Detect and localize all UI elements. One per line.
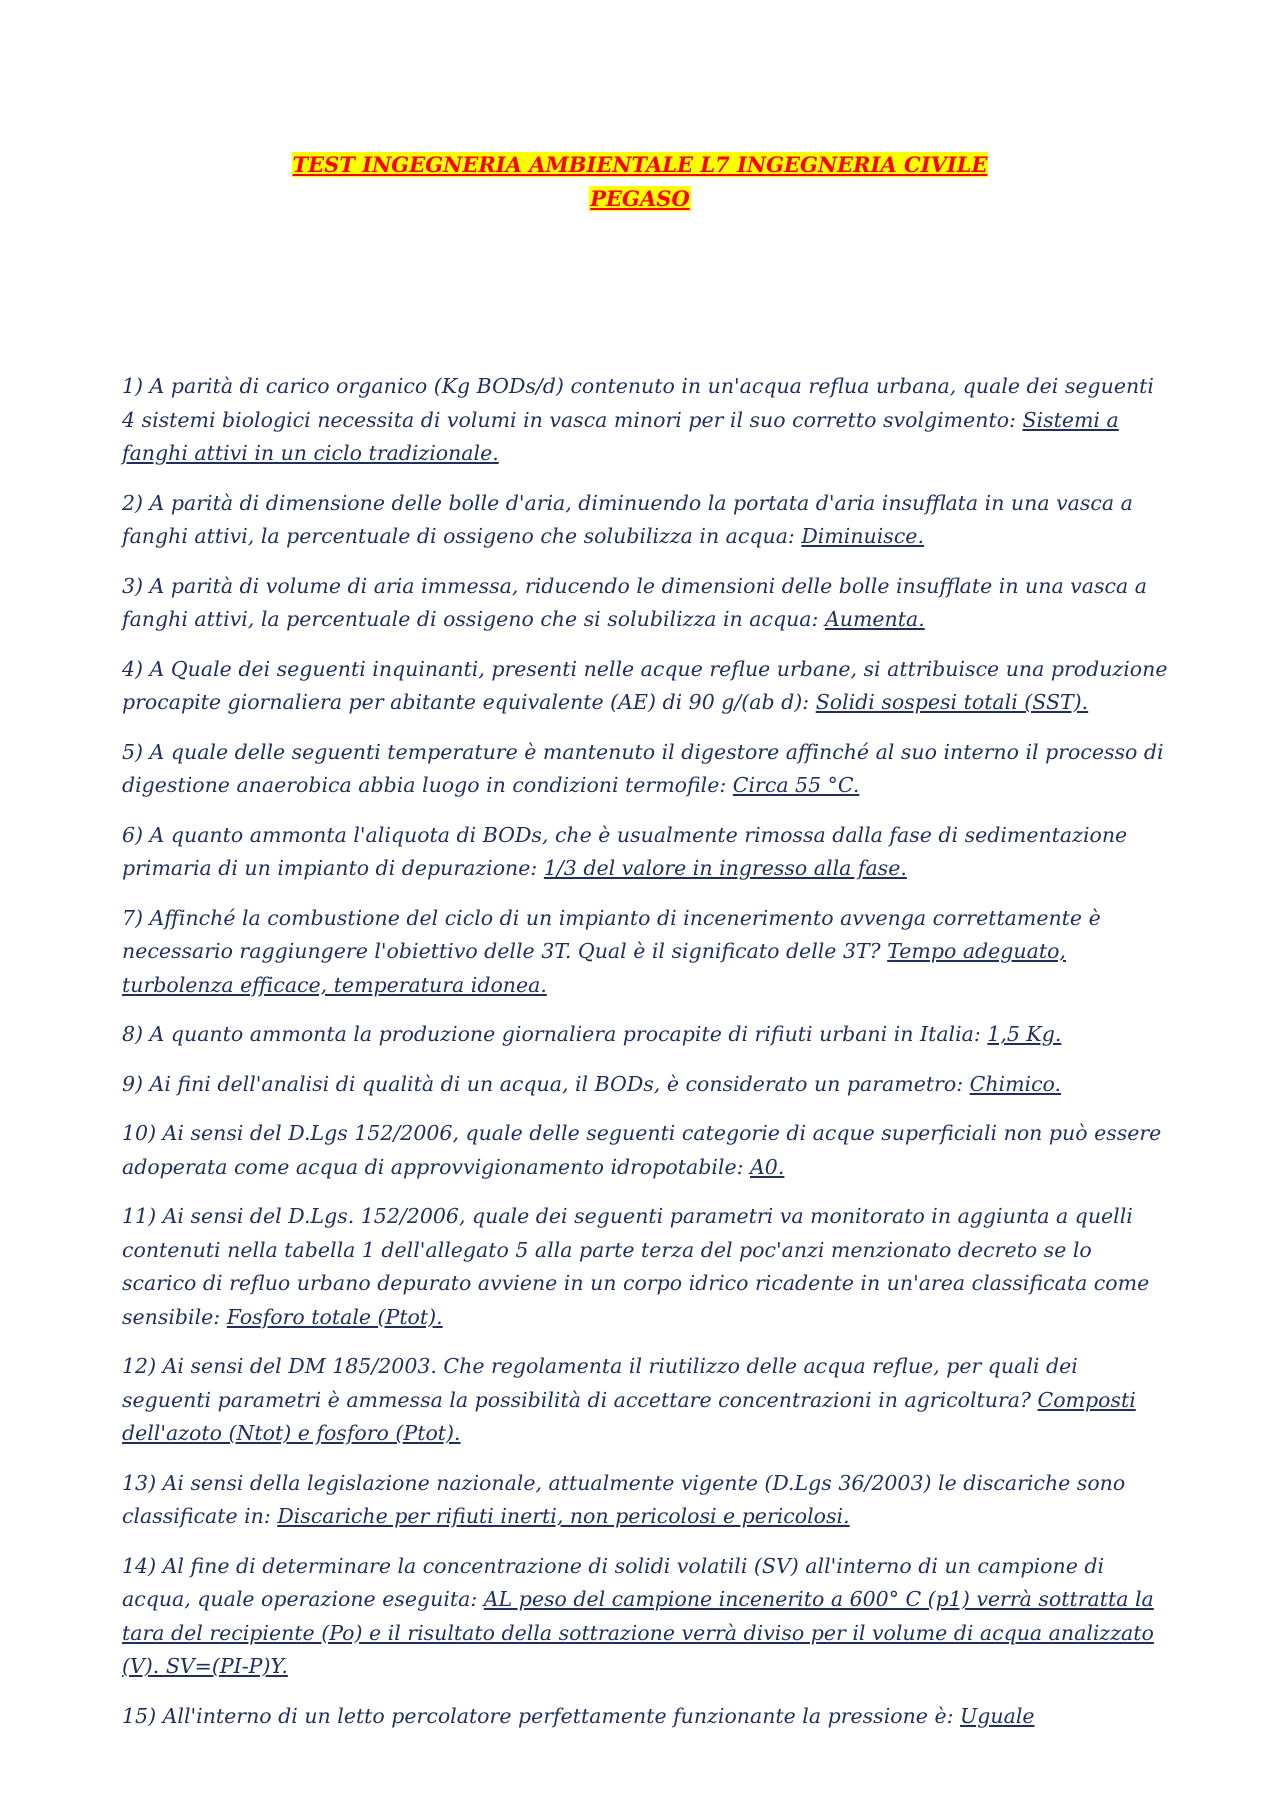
question-9 — [122, 1068, 1172, 1102]
answer-text: Discariche per rifiuti inerti, non pericolosi e pericolosi. — [277, 1504, 850, 1528]
question-6 — [122, 819, 1172, 886]
question-12 — [122, 1350, 1172, 1451]
document-title — [0, 148, 1280, 216]
answer-text: Uguale — [960, 1703, 1035, 1728]
question-14 — [122, 1550, 1172, 1684]
answer-text: Aumenta. — [824, 607, 925, 631]
question-4 — [122, 653, 1172, 720]
question-text: 2) A parità di dimensione delle bolle d'aria, diminuendo la portata d'aria insufflata in una vasca a fanghi attivi, la percentuale di ossigeno che solubilizza in acqua: — [122, 490, 1133, 548]
answer-text: Sistemi a fanghi attivi in un ciclo tradizionale. — [122, 407, 1119, 465]
answer-text: AL peso del campione incenerito a 600° C (p1) verrà sottratta la tara del recipiente (Po) e il risultato della sottrazione verrà diviso per il volume di acqua analizzato (V). SV=(PI-P)Y. — [122, 1587, 1154, 1678]
answer-text: Composti dell'azoto (Ntot) e fosforo (Ptot). — [122, 1387, 1136, 1445]
answer-text: 1/3 del valore in ingresso alla fase. — [543, 856, 907, 880]
answer-text: Tempo adeguato, turbolenza efficace, temperatura idonea. — [122, 939, 1066, 997]
question-text: 1) A parità di carico organico (Kg BODs/d) contenuto in un'acqua reflua urbana, quale dei seguenti 4 sistemi biologici necessita di volumi in vasca minori per il suo corretto svolgimento: — [122, 374, 1154, 432]
question-13 — [122, 1467, 1172, 1534]
answer-text: Chimico. — [969, 1071, 1062, 1096]
question-7 — [122, 902, 1172, 1003]
answer-text: Fosforo totale (Ptot). — [226, 1304, 443, 1329]
question-text: 5) A quale delle seguenti temperature è mantenuto il digestore affinché al suo interno il processo di digestione anaerobica abbia luogo in condizioni termofile: — [122, 739, 1164, 797]
question-text: 8) A quanto ammonta la produzione giornaliera procapite di rifiuti urbani in Italia: — [122, 1022, 988, 1046]
question-list — [122, 370, 1172, 1749]
question-10 — [122, 1117, 1172, 1184]
question-text: 9) Ai fini dell'analisi di qualità di un acqua, il BODs, è considerato un parametro: — [122, 1071, 970, 1096]
answer-text: Solidi sospesi totali (SST). — [815, 690, 1089, 714]
question-text: 10) Ai sensi del D.Lgs 152/2006, quale delle seguenti categorie di acque superficiali non può essere adoperata come acqua di approvvigionamento idropotabile: — [122, 1121, 1162, 1179]
title-line-2: PEGASO — [590, 186, 690, 211]
question-5 — [122, 736, 1172, 803]
question-text: 6) A quanto ammonta l'aliquota di BODs, che è usualmente rimossa dalla fase di sedimentazione primaria di un impianto di depurazione: — [122, 822, 1128, 880]
answer-text: Diminuisce. — [801, 524, 924, 548]
answer-text: 1,5 Kg. — [987, 1022, 1062, 1046]
answer-text: Circa 55 °C. — [732, 773, 860, 797]
title-line-1: TEST INGEGNERIA AMBIENTALE L7 INGEGNERIA CIVILE — [292, 152, 988, 177]
question-text: 12) Ai sensi del DM 185/2003. Che regolamenta il riutilizzo delle acqua reflue, per quali dei seguenti parametri è ammessa la possibilità di accettare concentrazioni in agricoltura? — [122, 1354, 1078, 1412]
question-text: 7) Affinché la combustione del ciclo di un impianto di incenerimento avvenga correttamente è necessario raggiungere l'obiettivo delle 3T. Qual è il significato delle 3T? — [122, 905, 1101, 963]
question-3 — [122, 570, 1172, 637]
question-8 — [122, 1018, 1172, 1052]
question-1 — [122, 370, 1172, 471]
question-2 — [122, 487, 1172, 554]
question-text: 15) All'interno di un letto percolatore perfettamente funzionante la pressione è: — [122, 1703, 960, 1728]
question-text: 14) Al fine di determinare la concentrazione di solidi volatili (SV) all'interno di un campione di acqua, quale operazione eseguita: — [122, 1553, 1105, 1611]
question-15 — [122, 1700, 1172, 1734]
question-text: 13) Ai sensi della legislazione nazionale, attualmente vigente (D.Lgs 36/2003) le discariche sono classificate in: — [122, 1470, 1126, 1528]
question-text: 11) Ai sensi del D.Lgs. 152/2006, quale dei seguenti parametri va monitorato in aggiunta a quelli contenuti nella tabella 1 dell'allegato 5 alla parte terza del poc'anzi menzionato decreto se lo scarico di refluo urbano depurato avviene in un corpo idrico ricadente in un'area classificata come sensibile: — [122, 1204, 1150, 1329]
question-11 — [122, 1200, 1172, 1334]
question-text: 4) A Quale dei seguenti inquinanti, presenti nelle acque reflue urbane, si attribuisce una produzione procapite giornaliera per abitante equivalente (AE) di 90 g/(ab d): — [122, 656, 1168, 714]
question-text: 3) A parità di volume di aria immessa, riducendo le dimensioni delle bolle insufflate in una vasca a fanghi attivi, la percentuale di ossigeno che si solubilizza in acqua: — [122, 573, 1147, 631]
answer-text: A0. — [750, 1154, 785, 1179]
